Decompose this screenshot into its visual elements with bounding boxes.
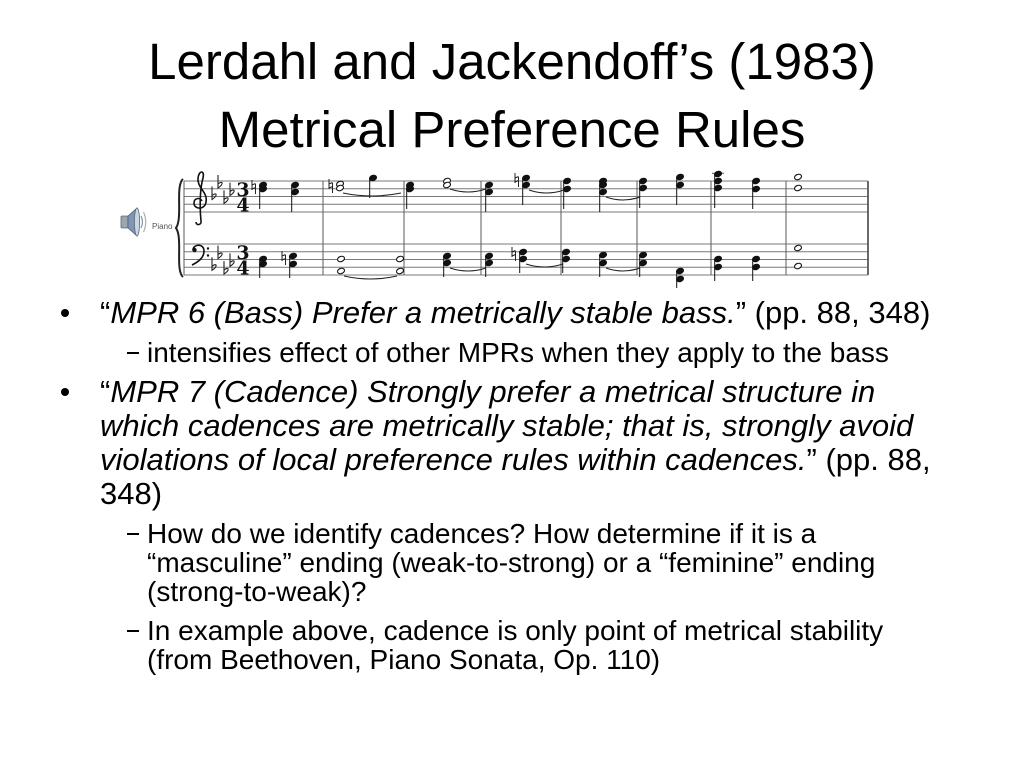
- sub-bullet-text: intensifies effect of other MPRs when they apply to the bass: [147, 337, 889, 368]
- time-signature-bottom: 4: [236, 257, 250, 280]
- open-quote: “: [100, 374, 111, 409]
- tie: [526, 264, 563, 267]
- tie: [343, 193, 401, 196]
- treble-clef-icon: [194, 172, 206, 225]
- tie: [606, 268, 640, 271]
- sub-bullet-text: In example above, cadence is only point of metrical stability (from Beethoven, Piano Sonata, Op. 110): [147, 615, 884, 675]
- sub-bullet-list: [100, 519, 958, 674]
- grand-staff-brace: [176, 179, 183, 277]
- speaker-rim: [134, 208, 139, 236]
- sub-bullet-list: [100, 338, 958, 367]
- rule-text: MPR 6 (Bass) Prefer a metrically stable bass.: [110, 295, 736, 330]
- natural-sign: [252, 180, 256, 194]
- open-quote: “: [100, 295, 111, 330]
- sub-bullet-item: [147, 338, 947, 367]
- instrument-label: Piano: [152, 222, 173, 231]
- tie: [529, 190, 564, 193]
- bullet-dot: [61, 388, 69, 396]
- sub-bullet-dash: [127, 533, 139, 535]
- close-quote: ”: [806, 442, 817, 477]
- notehead: [794, 173, 803, 180]
- sub-bullet-text: How do we identify cadences? How determine if it is a “masculine” ending (weak-to-strong) or a “feminine” ending (strong-to-weak)?: [147, 518, 876, 607]
- speaker-icon[interactable]: [121, 208, 146, 236]
- notehead: [794, 262, 803, 269]
- bullet-dot: [61, 309, 69, 317]
- bullet-list: [60, 296, 958, 674]
- sub-bullet-item: [147, 616, 947, 674]
- time-signature-bottom: 4: [236, 194, 250, 217]
- notehead: [337, 255, 346, 262]
- sub-bullet-dash: [127, 352, 139, 354]
- sub-bullet-item: [147, 519, 947, 606]
- speaker-body: [121, 216, 128, 228]
- tie: [606, 197, 640, 200]
- bullet-item: [60, 375, 958, 674]
- time-signature-top: 3: [236, 242, 250, 264]
- notehead: [794, 244, 803, 251]
- close-quote: ”: [735, 295, 747, 330]
- slide-title: Lerdahl and Jackendoff’s (1983) Metrical Preference Rules: [148, 33, 876, 158]
- bass-clef-icon: [192, 245, 209, 265]
- citation: (pp. 88, 348): [100, 442, 931, 511]
- sound-wave-inner: [141, 216, 143, 228]
- sub-bullet-dash: [127, 630, 139, 632]
- key-signature-flat: [218, 175, 222, 188]
- notehead: [396, 255, 405, 262]
- bass-clef-dot: [207, 247, 209, 249]
- notehead: [794, 184, 803, 191]
- time-signature-top: 3: [236, 179, 250, 201]
- natural-sign: [282, 251, 286, 265]
- citation: (pp. 88, 348): [746, 295, 931, 330]
- score-notation: [184, 170, 868, 288]
- natural-sign: [512, 247, 516, 261]
- bullet-item: [60, 296, 958, 367]
- rule-text: MPR 7 (Cadence) Strongly prefer a metrical structure in which cadences are metrically stable; that is, strongly avoid violations of local preference rules within cadences.: [100, 374, 914, 477]
- tie: [344, 276, 397, 279]
- bass-clef-dot: [207, 254, 209, 256]
- notehead: [337, 267, 346, 274]
- music-score: [110, 160, 880, 290]
- bass-clef-head: [192, 248, 196, 252]
- sound-wave-outer: [144, 212, 146, 232]
- notehead: [396, 267, 405, 274]
- natural-sign: [515, 173, 519, 187]
